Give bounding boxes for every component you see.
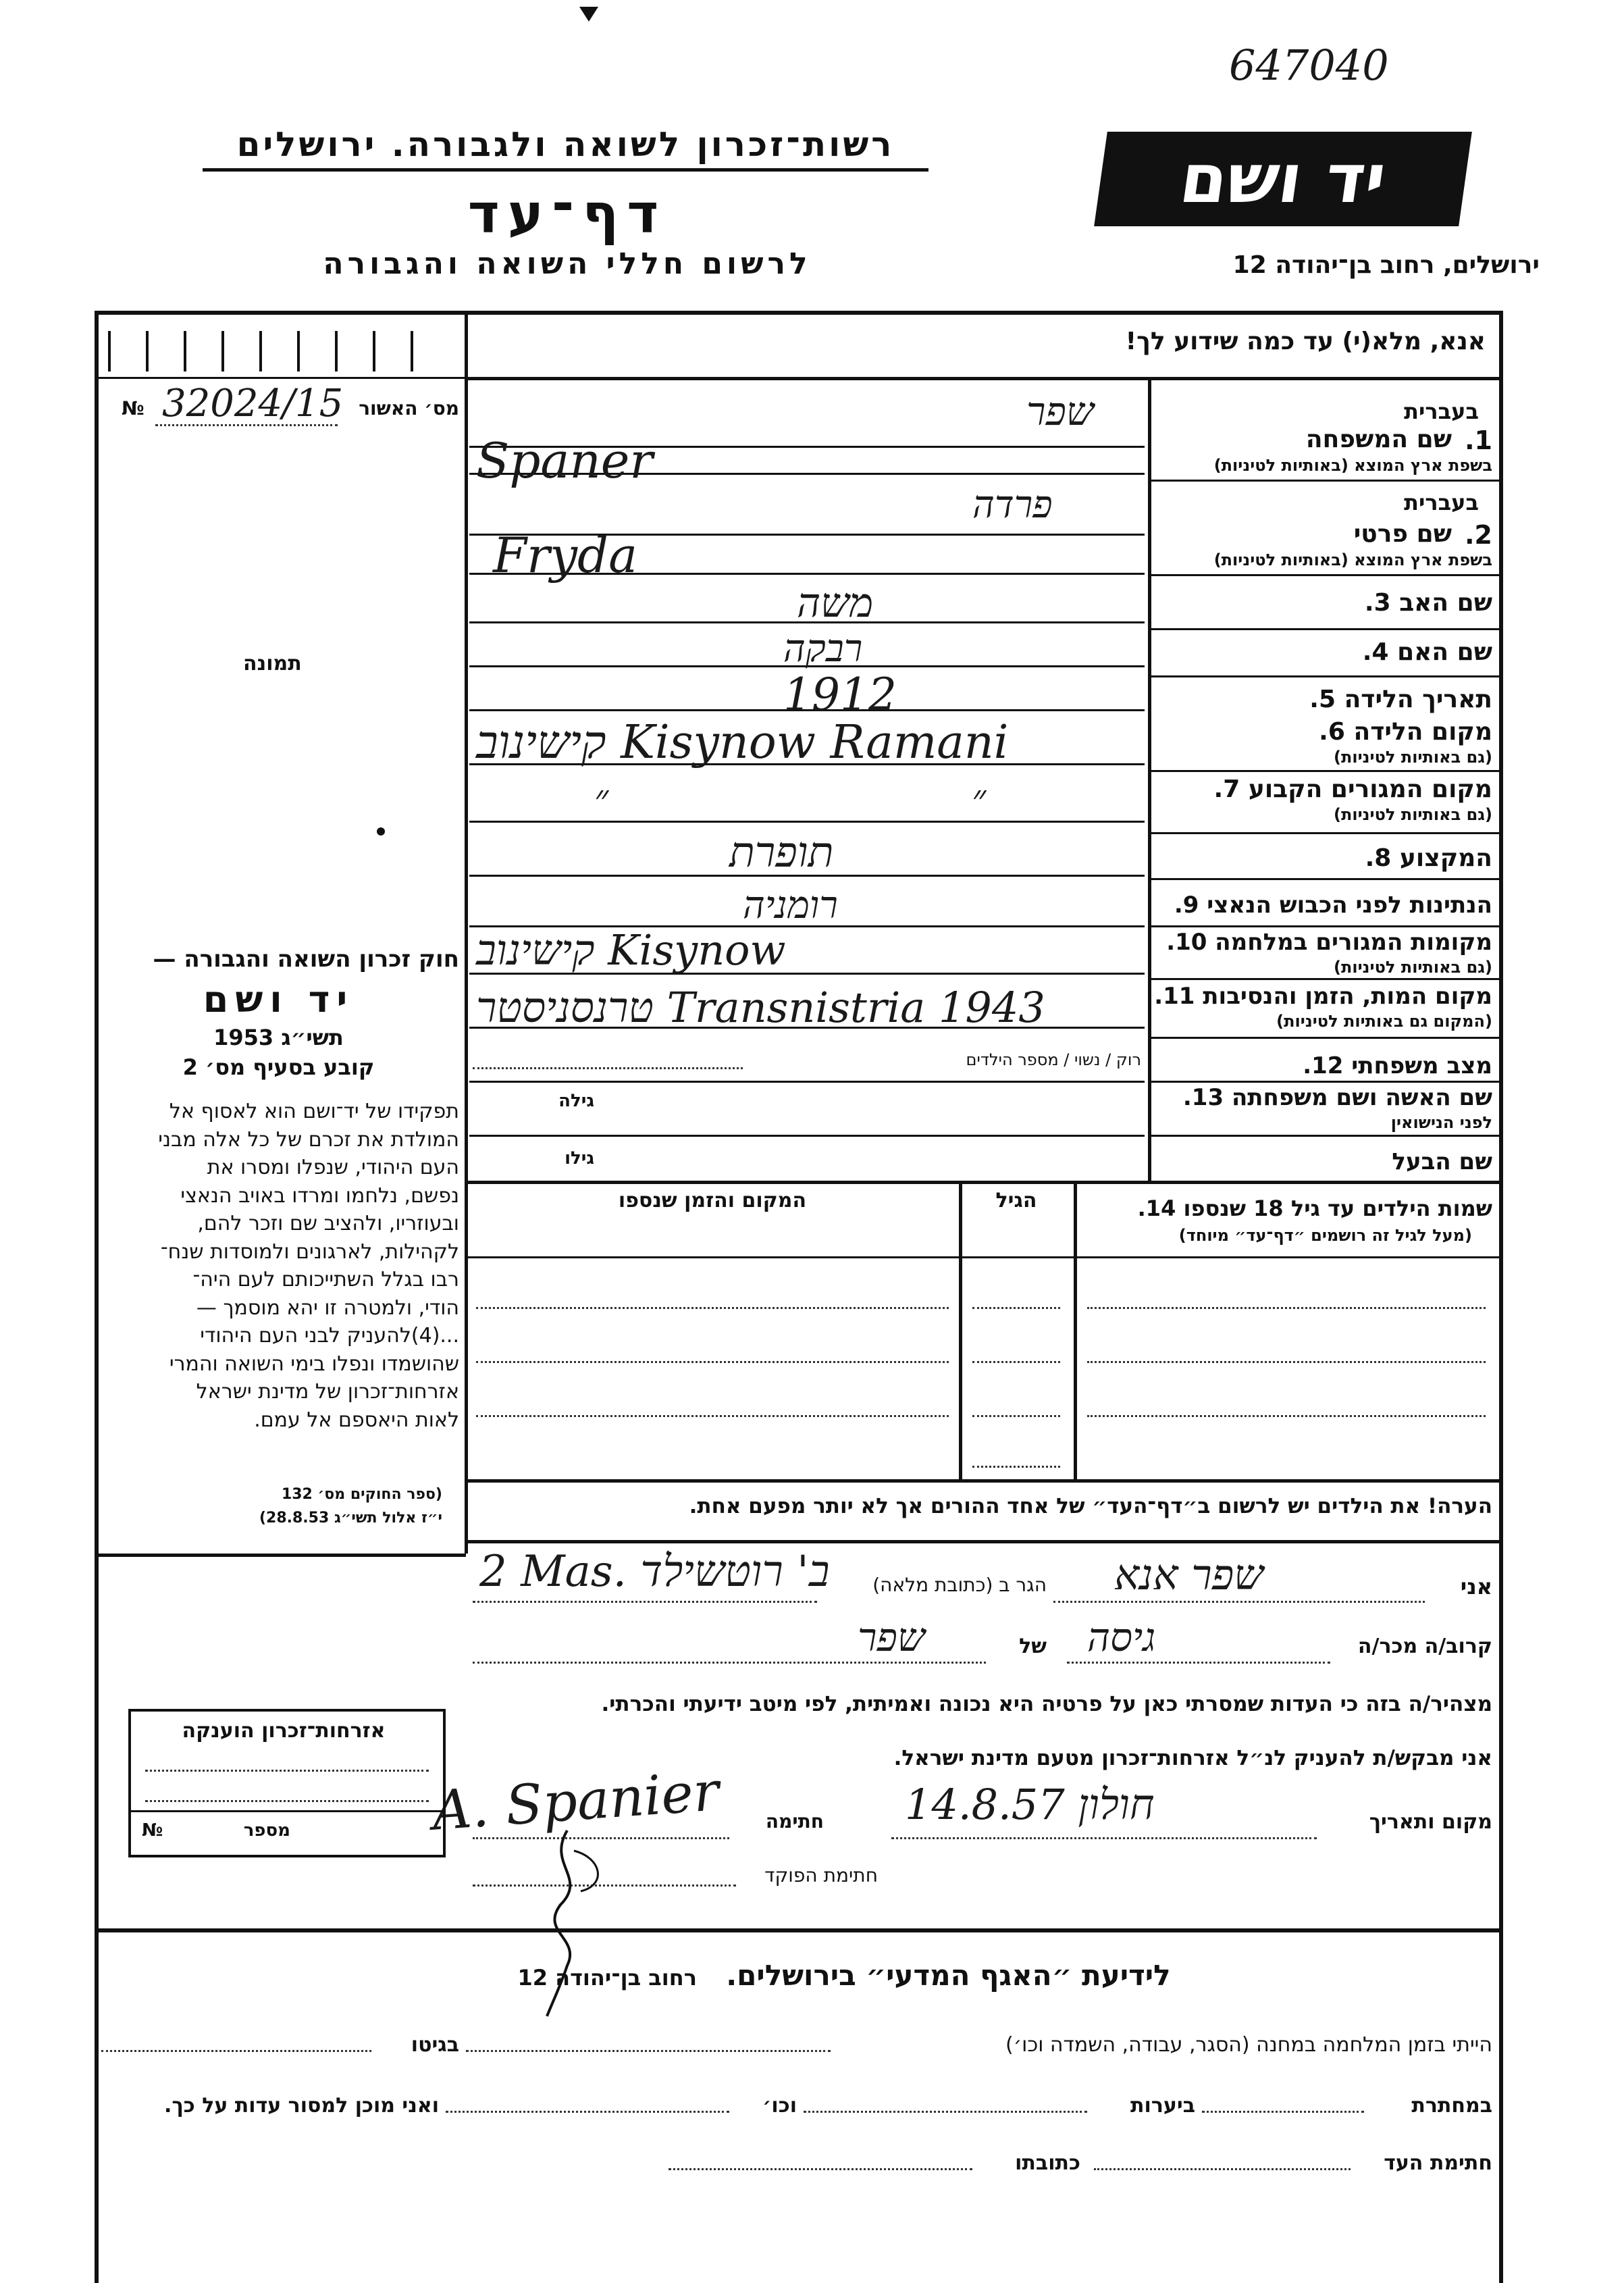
citizenship-line-2 (145, 1800, 429, 1802)
photo-label: תמונה (243, 652, 302, 675)
field-6-number: 6. (1319, 718, 1345, 746)
place-date-line (891, 1837, 1317, 1839)
children-age-header: הגיל (995, 1189, 1037, 1212)
approval-prefix: № (122, 397, 145, 419)
top-triangle-mark (579, 7, 598, 22)
of-value: שפר (858, 1614, 925, 1660)
field-7-number: 7. (1213, 775, 1240, 803)
field-11-number: 11. (1154, 983, 1195, 1010)
citizenship-title: אזרחות־זכרון הוענקה (182, 1719, 386, 1743)
field-13-sub: לפני הנישואין (1390, 1113, 1492, 1132)
children-row-2 (476, 1361, 949, 1363)
children-row-3 (476, 1415, 949, 1417)
birth-place: קישינוב Kisynow Ramani (476, 716, 1009, 769)
marital-options: רוק / נשוי / מספר הילדים (966, 1050, 1141, 1069)
law-line: ובעוזריו, ולהציב שם וזכר להם, (197, 1212, 459, 1235)
citizenship-line-1 (145, 1770, 429, 1772)
org-line: רשות־זכרון לשואה ולגבורה. ירושלים (203, 125, 928, 172)
law-section: קובע בסעיף מס׳ 2 (182, 1054, 375, 1080)
bottom-line2-dots-b (804, 2111, 1087, 2113)
frame-right (1499, 311, 1503, 2283)
field-11-sub: (המקום גם באותיות לטיניות) (1276, 1012, 1492, 1031)
witness-name-line (1053, 1601, 1425, 1603)
surname-latin: Spaner (476, 432, 653, 489)
header-address: ירושלים, רחוב בן־יהודה 12 (1232, 251, 1540, 279)
children-col-age-right (959, 1182, 962, 1479)
children-row-1 (476, 1307, 949, 1309)
signature-label: חתימה (765, 1810, 824, 1832)
bottom-line2-c: וכו׳ (762, 2094, 797, 2118)
relation-value: גיסה (1087, 1614, 1156, 1660)
field-13-text: שם האשה ושם משפחתה (1231, 1084, 1492, 1111)
field-4-text: שם האם (1397, 638, 1492, 666)
law-bottom-rule (95, 1554, 466, 1557)
bottom-line2-dots-a (1202, 2111, 1364, 2113)
official-signature-label: חתימת הפוקד (764, 1864, 878, 1887)
field-4-label (1155, 638, 1492, 666)
law-line: אזרחות־זכרון של מדינת ישראל (196, 1380, 459, 1404)
row-rule-10 (1148, 978, 1499, 980)
field-13-number: 13. (1182, 1084, 1224, 1111)
law-line: ...(4)להעניק לבני העם היהודי (200, 1324, 459, 1348)
field-2-sub: בשפת ארץ המוצא (באותיות לטיניות) (1213, 550, 1492, 569)
field-13-label (1155, 1084, 1492, 1111)
children-col-name (1074, 1182, 1077, 1479)
children-number: 14. (1137, 1196, 1176, 1221)
children-row-1-age (972, 1307, 1060, 1309)
birth-date: 1912 (783, 669, 897, 721)
law-ref-1: (ספר החוקים מס׳ 132 (281, 1486, 442, 1503)
relation-line (1067, 1662, 1330, 1664)
field-2-lang: בעברית (1404, 490, 1479, 515)
left-column-divider (465, 311, 468, 1554)
firstname-latin: Fryda (493, 527, 638, 584)
children-bottom-rule (466, 1479, 1500, 1483)
top-instruction: אנא, מלא(י) עד כמה שידוע לך! (1125, 328, 1486, 355)
note-rule (466, 1540, 1500, 1543)
field-1-lang: בעברית (1404, 399, 1479, 424)
field-12-text: מצב משפחתי (1351, 1052, 1492, 1079)
field-5-number: 5. (1309, 686, 1336, 713)
law-year: תשי״ג 1953 (213, 1025, 344, 1050)
field-10-number: 10. (1166, 929, 1207, 956)
law-line: לאות היאספם אל עמם. (254, 1408, 459, 1432)
wartime-residence: קישינוב Kisynow (476, 925, 786, 975)
of-line (473, 1662, 986, 1664)
field-12-number: 12. (1303, 1052, 1344, 1079)
value-line-12 (469, 1081, 1145, 1083)
approval-label: מס׳ האשור (359, 397, 459, 419)
decl-statement-2: אני מבקש/ת להעניק לנ״ל אזרחות־זכרון מטעם מדינת ישראל. (893, 1746, 1492, 1770)
field-2-number: 2. (1465, 520, 1492, 550)
bottom-line3-dots-a (1094, 2168, 1351, 2170)
bottom-line1-dots-b (101, 2050, 371, 2052)
field-10-sub: (גם באותיות לטיניות) (1334, 958, 1492, 977)
field-7-sub: (גם באותיות לטיניות) (1334, 805, 1492, 824)
field-6-label (1155, 718, 1492, 746)
bottom-address: רחוב בן־יהודה 12 (517, 1965, 697, 1991)
children-row-1-name (1087, 1307, 1486, 1309)
law-block (98, 946, 459, 1080)
bottom-line1-dots-a (466, 2050, 831, 2052)
law-yad-vashem: יד ושם (203, 978, 355, 1021)
bottom-title (473, 1959, 1215, 1992)
children-header (1080, 1196, 1492, 1221)
row-rule-3 (1148, 628, 1499, 630)
frame-top (95, 311, 1503, 315)
row-rule-9 (1148, 925, 1499, 927)
residence-place: ״ ״ (594, 777, 1162, 821)
form-title: דף־עד (467, 182, 667, 245)
row-rule-11 (1148, 1037, 1499, 1039)
field-9-label (1155, 892, 1492, 919)
field-10-text: מקומות המגורים במלחמה (1215, 929, 1492, 956)
mother-name: רבקה (783, 627, 863, 671)
law-line: נפשם, נלחמו ומרדו באויב הנאצי (180, 1183, 459, 1208)
approval-number: 32024/15 (162, 382, 344, 426)
row-rule-12 (1148, 1081, 1499, 1083)
value-line-7 (469, 821, 1145, 823)
wife-age-label: גילה (558, 1091, 594, 1111)
approval-line (155, 424, 338, 426)
bullet-dot (377, 827, 385, 836)
bottom-line1-b: בגיטו (411, 2033, 459, 2057)
field-3-label (1155, 589, 1492, 617)
children-header-rule (466, 1256, 1500, 1258)
row-rule-2 (1148, 574, 1499, 576)
firstname-hebrew: פרדה (972, 483, 1053, 527)
field-6-sub: (גם באותיות לטיניות) (1334, 748, 1492, 767)
law-ref-2: י״ז אלול תשי״ג 28.8.53) (259, 1510, 442, 1527)
law-line: לקהילות, לארגונים ולמוסדות שנח־ (160, 1239, 459, 1264)
field-5-text: תאריך הלידה (1344, 686, 1492, 713)
bottom-line2-d: ואני מוכן למסור עדות על כך. (164, 2094, 439, 2118)
field-4-number: 4. (1362, 638, 1389, 666)
place-date-value: 14.8.57 חולון (905, 1780, 1155, 1829)
citizenship: רומניה (743, 883, 838, 927)
place-date-label: מקום ותאריך (1369, 1810, 1492, 1834)
row-rule-7 (1148, 832, 1499, 834)
field-7-label (1155, 775, 1492, 803)
citizenship-number-prefix: № (142, 1820, 163, 1841)
surname-hebrew: שפר (1026, 388, 1094, 434)
children-row-4-age (972, 1466, 1060, 1468)
bottom-line2-dots-c (446, 2111, 729, 2113)
decl-i-label: אני (1460, 1574, 1492, 1599)
husband-age-label: גילו (565, 1148, 594, 1169)
decl-statement-1: מצהיר/ה בזה כי העדות שמסרתי כאן על פרטיה היא נכונה ואמיתית, לפי מיטב ידיעתי והכרתי. (601, 1692, 1492, 1716)
field-2-label: שם פרטי (1353, 520, 1452, 548)
bottom-section-rule (95, 1928, 1503, 1932)
form-subtitle: לרשום חללי השואה והגבורה (323, 247, 812, 281)
bottom-line2-a: במחתרת (1411, 2094, 1492, 2118)
row-rule-husband (466, 1181, 1500, 1184)
archive-number: 647040 (1229, 41, 1389, 90)
decl-resident-label: הגר ב (כתובת מלאה) (872, 1574, 1047, 1596)
witness-name: שפר אנא (1114, 1550, 1264, 1599)
children-row-2-name (1087, 1361, 1486, 1363)
decl-relative-label: קרוב/ה מכר/ה (1357, 1635, 1492, 1658)
field-8-text: המקצוע (1399, 844, 1492, 872)
law-line: תפקידו של יד־ושם הוא לאסוף אל (169, 1100, 459, 1123)
field-5-label (1155, 686, 1492, 713)
field-10-label (1155, 929, 1492, 956)
children-sub: (מעל לגיל זה רושמים ״דף־עד״ מיוחד) (1178, 1226, 1472, 1245)
tick-boxes (108, 331, 446, 371)
bottom-line3-a: חתימת העד (1384, 2151, 1492, 2175)
field-1-number: 1. (1465, 426, 1492, 455)
law-line: העם היהודי, שנפלו ומסרו את (207, 1156, 459, 1179)
law-title: חוק זכרון השואה והגבורה — (153, 946, 459, 973)
row-rule-8 (1148, 878, 1499, 880)
field-7-text: מקום המגורים הקבוע (1248, 775, 1492, 803)
field-3-number: 3. (1364, 589, 1391, 617)
profession: תופרת (729, 827, 834, 877)
yad-vashem-logo: יד ושם (1094, 132, 1472, 226)
field-1-sub: בשפת ארץ המוצא (באותיות לטיניות) (1213, 456, 1492, 475)
note: הערה! את הילדים יש לרשום ב״דף־העד״ של אחד ההורים אך לא יותר מפעם אחת. (689, 1494, 1492, 1518)
citizenship-number-label: מספר (243, 1820, 290, 1841)
law-text (98, 1098, 459, 1434)
law-line: שהושמדו ונפלו בימי השואה והמרי (169, 1352, 459, 1376)
marital-dots (473, 1067, 743, 1069)
witness-address: 2 Mas. ב' רוטשילד (479, 1547, 830, 1597)
law-line: המולדת את זכרם של כל אלה מבני (158, 1127, 459, 1152)
bottom-line3-dots-b (669, 2168, 972, 2170)
tick-rule (95, 377, 466, 379)
father-name: משה (797, 580, 874, 627)
bottom-title-text: לידיעת ״האגף המדעי״ בירושלים. (726, 1959, 1171, 1992)
bottom-line3-b: כתובתו (1015, 2151, 1080, 2175)
field-9-number: 9. (1174, 892, 1199, 919)
field-1-label: שם המשפחה (1305, 426, 1452, 453)
field-9-text: הנתינות לפני הכבוש הנאצי (1207, 892, 1492, 919)
field-8-number: 8. (1365, 844, 1392, 872)
death-place: טרנסניסטר Transnistria 1943 (476, 983, 1045, 1032)
children-row-2-age (972, 1361, 1060, 1363)
row-rule-13 (1148, 1135, 1499, 1137)
field-6-text: מקום הלידה (1353, 718, 1492, 746)
citizenship-divider (128, 1810, 446, 1812)
address-line (473, 1601, 817, 1603)
row-rule-1 (1148, 480, 1499, 482)
bottom-line1-a: הייתי בזמן המלחמה במחנה (הסגר, עבודה, השמדה וכו׳) (1005, 2033, 1492, 2057)
value-line-13 (469, 1135, 1145, 1137)
children-place-header: המקום והזמן שנספו (618, 1189, 807, 1212)
law-line: הודי, ולמטרה זו יהא מוסמך — (196, 1296, 459, 1320)
husband-name-label: שם הבעל (1392, 1148, 1492, 1175)
field-8-label (1155, 844, 1492, 872)
field-11-text: מקום המות, הזמן והנסיבות (1203, 983, 1492, 1010)
instruction-rule (466, 377, 1500, 380)
children-row-3-name (1087, 1415, 1486, 1417)
children-row-3-age (972, 1415, 1060, 1417)
field-12-label (1155, 1052, 1492, 1079)
row-rule-6 (1148, 770, 1499, 772)
field-11-label (1155, 983, 1492, 1010)
witness-signature: A. Spanier (430, 1760, 721, 1843)
bottom-line2-b: ביערות (1130, 2094, 1195, 2118)
decl-of-label: של (1019, 1635, 1047, 1658)
law-line: רבו בגלל השתייכותם לעם היה־ (192, 1268, 459, 1291)
field-3-text: שם האב (1399, 589, 1492, 617)
children-label: שמות הילדים עד גיל 18 שנספו (1183, 1196, 1492, 1221)
row-rule-4 (1148, 675, 1499, 677)
